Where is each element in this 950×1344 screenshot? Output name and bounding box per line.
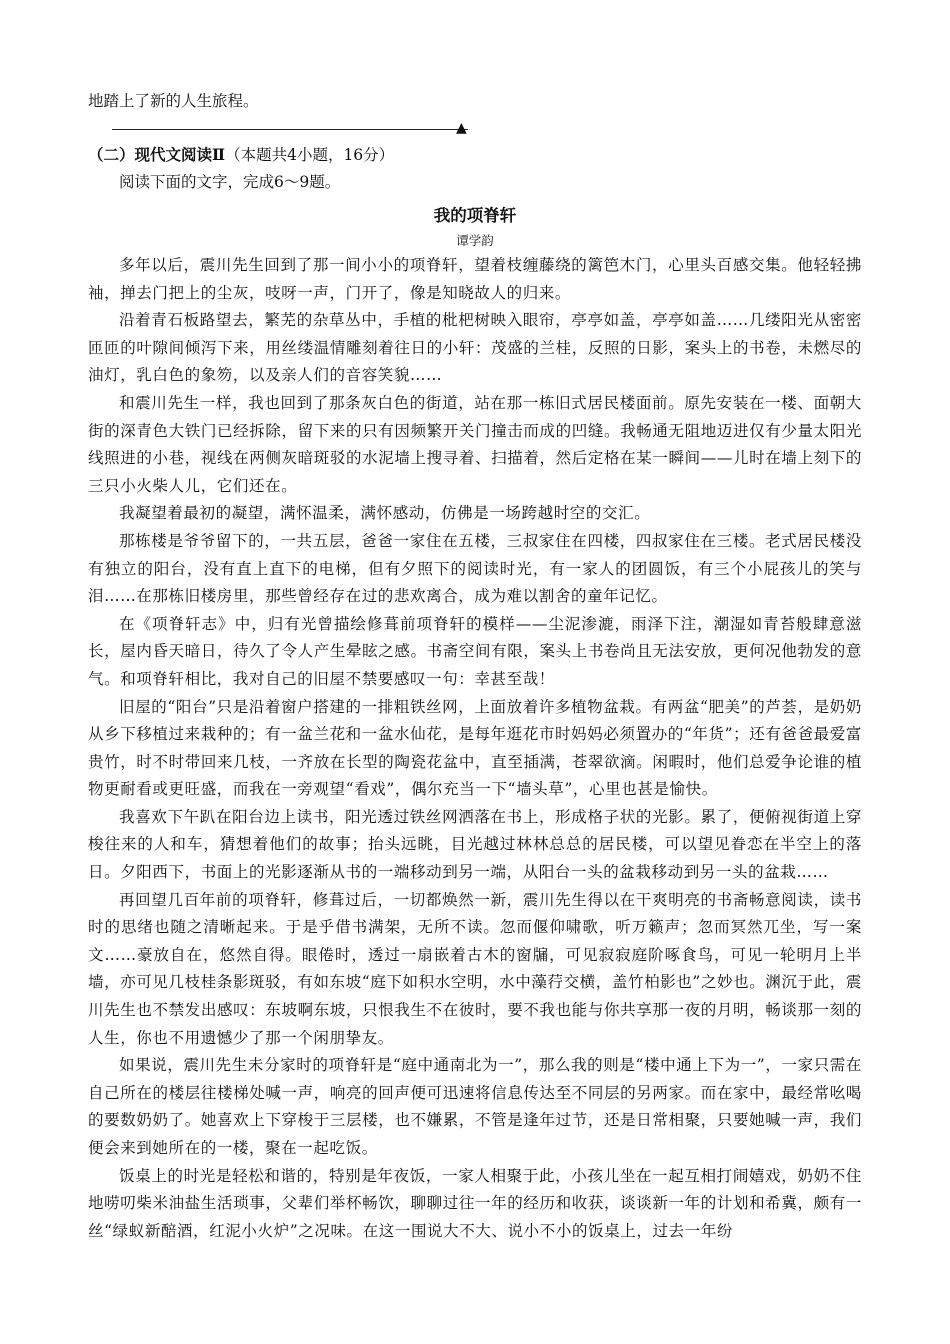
paragraph: 在《项脊轩志》中，归有光曾描绘修葺前项脊轩的模样——尘泥渗漉，雨泽下注，潮湿如青苔般肆意滋长，屋内昏天暗日，待久了令人产生晕眩之感。书斋空间有限，案头上书卷尚且无法安放，更何况他勃发的意气。和项脊轩相比，我对自己的旧屋不禁要感叹一句：幸甚至哉！: [88, 614, 862, 688]
previous-passage-ending: 地踏上了新的人生旅程。: [88, 92, 259, 110]
paragraph: 我喜欢下午趴在阳台边上读书，阳光透过铁丝网洒落在书上，形成格子状的光影。累了，便俯视街道上穿梭往来的人和车，猜想着他们的故事；抬头远眺，目光越过林林总总的居民楼，可以望见眷恋在半空上的落日。夕阳西下，书面上的光影逐渐从书的一端移动到另一端，从阳台一头的盆栽移动到另一头的盆栽……: [88, 807, 862, 882]
section-note: （本题共4小题，16分）: [225, 146, 395, 164]
exam-page: [88, 88, 862, 1245]
article-title: 我的项脊轩: [433, 206, 517, 225]
section-label: （二）现代文阅读Ⅱ: [88, 145, 226, 164]
section-heading: [88, 141, 862, 169]
paragraph: 再回望几百年前的项脊轩，修葺过后，一切都焕然一新，震川先生得以在干爽明亮的书斋畅意阅读，读书时的思绪也随之清晰起来。于是乎借书满架，无所不读。忽而偃仰啸歌，听万籁声；忽而冥然兀坐，写一案文……豪放自在，悠然自得。眼倦时，透过一扇嵌着古木的窗牖，可见寂寂庭阶啄食鸟，可见一轮明月上半墙，亦可见几枝桂条影斑驳，有如东坡“庭下如积水空明，水中藻荇交横，盖竹柏影也”之妙也。渊沉于此，震川先生也不禁发出感叹：东坡啊东坡，只恨我生不在彼时，要不我也能与你共享那一夜的月明，畅谈那一刻的人生，你也不用遗憾少了那一个闲朋挚友。: [88, 890, 862, 1047]
paragraph: 如果说，震川先生未分家时的项脊轩是“庭中通南北为一”，那么我的则是“楼中通上下为一”，一家只需在自己所在的楼层往楼梯处喊一声，响亮的回声便可迅速将信息传达至不同层的另两家。而在家中，最经常吆喝的要数奶奶了。她喜欢上下穿梭于三层楼，也不嫌累，不管是逢年过节，还是日常相聚，只要她喊一声，我们便会来到她所在的一楼，聚在一起吃饭。: [88, 1056, 862, 1157]
paragraph: 饭桌上的时光是轻松和谐的，特别是年夜饭，一家人相聚于此，小孩儿坐在一起互相打闹嬉戏，奶奶不住地唠叨柴米油盐生活琐事，父辈们举杯畅饮，聊聊过往一年的经历和收获，谈谈新一年的计划和希冀，颇有一丝“绿蚁新醅酒，红泥小火炉”之况味。在这一围说大不大、说小不小的饭桌上，过去一年纷: [88, 1166, 862, 1240]
section-divider: [88, 119, 862, 141]
paragraph: 那栋楼是爷爷留下的，一共五层，爸爸一家住在五楼，三叔家住在四楼，四叔家住在三楼。老式居民楼没有独立的阳台，没有直上直下的电梯，但有夕照下的阅读时光，有一家人的团圆饭，有三个小屁孩儿的笑与泪……在那栋旧楼房里，那些曾经存在过的悲欢离合，成为难以割舍的童年记忆。: [88, 531, 862, 606]
paragraph: 和震川先生一样，我也回到了那条灰白色的街道，站在那一栋旧式居民楼面前。原先安装在一楼、面朝大街的深青色大铁门已经拆除，留下来的只有因频繁开关门撞击而成的凹缝。我畅通无阻地迈进仅有少量太阳光线照进的小巷，视线在两侧灰暗斑驳的水泥墙上搜寻着、扫描着，然后定格在某一瞬间——儿时在墙上刻下的三只小火柴人儿，它们还在。: [88, 393, 862, 495]
paragraph: 我凝望着最初的凝望，满怀温柔，满怀感动，仿佛是一场跨越时空的交汇。: [119, 504, 651, 523]
triangle-marker-icon: ▲: [456, 120, 467, 136]
article-author: 谭学韵: [456, 233, 494, 248]
reading-instruction: 阅读下面的文字，完成6～9题。: [119, 173, 341, 191]
paragraph: 旧屋的“阳台”只是沿着窗户搭建的一排粗铁丝网，上面放着许多植物盆栽。有两盆“肥美”的芦荟，是奶奶从乡下移植过来栽种的；有一盆兰花和一盆水仙花，是每年逛花市时妈妈必须置办的“年货”；还有爸爸最爱富贵竹，时不时带回来几枝，一齐放在长型的陶瓷花盆中，直至插满，苍翠欲滴。闲暇时，他们总爱争论谁的植物更耐看或更旺盛，而我在一旁观望“看戏”，偶尔充当一下“墙头草”，心里也甚是愉快。: [88, 697, 862, 799]
paragraph: 沿着青石板路望去，繁芜的杂草丛中，手植的枇杷树映入眼帘，亭亭如盖，亭亭如盖……几缕阳光从密密匝匝的叶隙间倾泻下来，用丝缕温情雕刻着往日的小轩：茂盛的兰桂，反照的日影，案头上的书卷，未燃尽的油灯，乳白色的象笏，以及亲人们的音容笑貌……: [88, 311, 862, 385]
divider-line: [112, 129, 468, 130]
paragraph: 多年以后，震川先生回到了那一间小小的项脊轩，望着枝缠藤绕的篱笆木门，心里头百感交集。他轻轻拂袖，掸去门把上的尘灰，吱呀一声，门开了，像是知晓故人的归来。: [88, 256, 862, 302]
